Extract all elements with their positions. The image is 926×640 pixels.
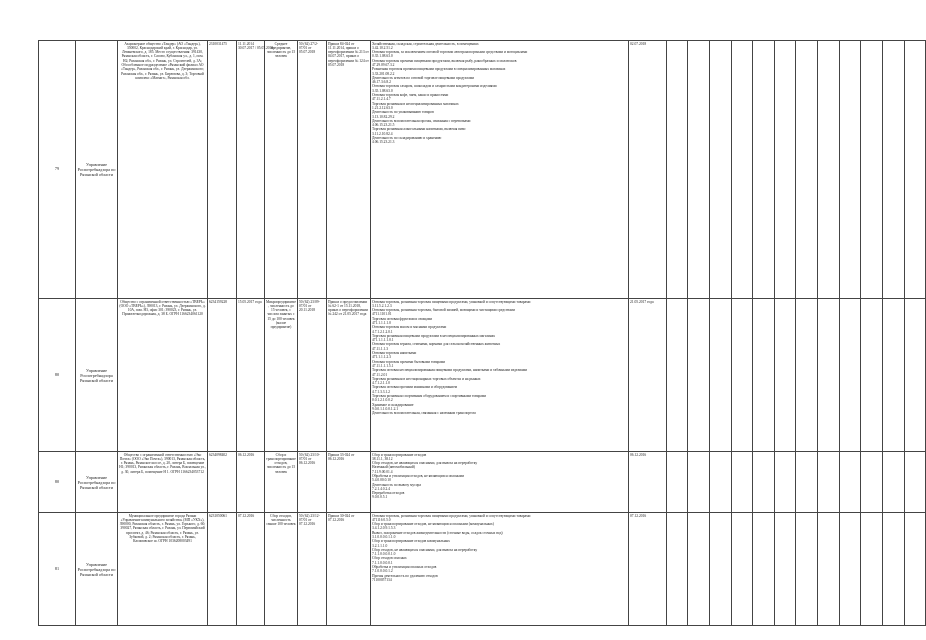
activity-line: Оптовая торговля мясом и мясными продуктами: [372, 325, 447, 330]
empty-cell: [840, 299, 861, 452]
owner-cell: Муниципальное предприятие города Рязани «Управление коммунального хозяйства» (МП «УКХ»), 390000, Рязанская область, г. Рязань, ул. Горького, д. 60; 390027, Рязанская область, г. Рязань, ул. Первомайский проспект, д. 46; Рязанская область, г. Рязань, ул. Зубковой, д. 2; Рязанская область, г. Рязань, Касимовское ш. ОГРН 1036208003491: [118, 513, 208, 626]
table-row: [39, 41, 926, 299]
activity-line: 47.11.2.1.4.7: [372, 97, 391, 102]
empty-cell: [732, 513, 753, 626]
activity-line: 471116 0.5.0: [372, 517, 391, 522]
empty-cell: [796, 513, 818, 626]
activity-line: Сбор отходов, не являющихся опасными, для вывоза на переработку: [372, 547, 478, 552]
activity-line: Оптовая торговля, розничная торговля пищевыми продуктами, упаковкой и сопутствующими товарами: [372, 299, 531, 304]
activities-cell: [371, 513, 629, 626]
decision-cell: Приказ 33-024 от 06.12.2016: [327, 452, 371, 513]
empty-cell: [861, 299, 883, 452]
activity-line: 4.7.1.3.3.1.2: [372, 389, 390, 394]
decision-cell: Приказ 84-024 от 11.11.2014, приказ о переоформлении № 213 от 04.07.2017, приказ о переоформлении № 124 от 05.07.2018: [327, 41, 371, 299]
activity-line: Торговля оптовая прочими машинами и оборудованием: [372, 385, 458, 390]
activity-line: 471.1.1.1.1.0: [372, 320, 391, 325]
activity-line: Деятельность по вывозу мусора: [372, 482, 421, 487]
note-cell: 07.12.2016: [629, 513, 667, 626]
owner-cell: Общество с ограниченной ответственностью «Эко Почта» (ООО «Эко Почта»), 390013, Рязанская область, г. Рязань, Рязанское шоссе, д. 20, литера Б, помещение Н1; 390013, Рязанская область, г. Рязань, Вокзальная ул., д. 30, литера Б, помещение Н 1. ОГРН 1166234053712: [118, 452, 208, 513]
activity-line: 9.0.0.1.1.0.0.1.2.1: [372, 406, 399, 411]
inn-cell: 6234159228: [208, 299, 237, 452]
activity-line: Деятельность вспомогательная прочая, связанная с перевозками: [372, 118, 471, 123]
activity-kind-cell: Микропредприятие, численность до 15 человек, с числом занятых с 15 до 100 человек (малое предприятие): [265, 299, 298, 452]
empty-cell: [667, 513, 688, 626]
activity-line: Прочая деятельность по удалению отходов: [372, 573, 438, 578]
empty-cell: [905, 299, 926, 452]
table-row: [39, 513, 926, 626]
empty-cell: [905, 41, 926, 299]
activity-line: Оптовая торговля, за исключением оптовой торговли автотранспортными средствами и мотоциклами: [372, 50, 528, 55]
empty-cell: [861, 41, 883, 299]
activity-line: Сбор и транспортирование отходов коммунальных: [372, 539, 450, 544]
authority-cell: [76, 41, 118, 299]
empty-cell: [775, 41, 796, 299]
empty-cell: [710, 513, 732, 626]
activity-kind-cell: Сбор отходов, численность свыше 100 человек: [265, 513, 298, 626]
registration-date-cell: [237, 452, 265, 513]
activity-line: 3.1.0.0.0.0.1.1.0: [372, 534, 396, 539]
document-cell: 50 (62) 23/12- 07/01 от 07.12.2016: [298, 513, 327, 626]
activity-line: 4.7.1.2.1.2.0.1: [372, 329, 393, 334]
registration-date: 06.12.2016: [238, 452, 255, 457]
empty-cell: [732, 41, 753, 299]
activity-line: Розничная торговля прочими пищевыми продуктами в специализированных магазинах: [372, 67, 506, 72]
activity-kind-cell: Среднее предприятие, численность до 15 человек: [265, 41, 298, 299]
activity-line: Деятельность по упаковыванию товаров: [372, 110, 434, 115]
activity-line: Торговля оптовая неспециализированная пищевыми продуктами, напитками и табачными изделиями: [372, 368, 528, 373]
activities-cell: [371, 299, 629, 452]
registration-date-cell: [237, 41, 274, 299]
activity-line: 47.11.1.1.1.5.1: [372, 363, 394, 368]
empty-cell: [840, 41, 861, 299]
table-row: [39, 452, 926, 513]
activity-line: 4.06.15.23.21.3: [372, 140, 395, 145]
document-cell: 50 (62) 27/2- 07/01 от 05.07.2018: [298, 41, 327, 299]
empty-cell: [753, 299, 775, 452]
activity-line: Торговля оптовая фруктами и овощами: [372, 316, 433, 321]
activity-line: 7.1.1.0.0.0.0.1: [372, 560, 393, 565]
activity-line: 3.2.1.1.1.0: [372, 543, 388, 548]
empty-cell: [688, 513, 710, 626]
activity-line: 3.11.5.2.1.2.3: [372, 303, 392, 308]
activity-line: 4.7.1.2.1.1.0: [372, 381, 390, 386]
empty-cell: [667, 41, 688, 299]
empty-cell: [710, 299, 732, 452]
empty-cell: [818, 513, 840, 626]
authority-cell: [76, 513, 118, 626]
activity-line: Наземный (автомобильный): [372, 465, 416, 470]
activity-line: Обработка и утилизация опасных отходов: [372, 565, 437, 570]
activity-line: 47.11.2.01: [372, 372, 388, 377]
activity-line: Вывоз, захоронение отходов жизнедеятельности (сточные воды, осадок сточных вод): [372, 530, 503, 535]
registration-date-extra: 30.07.2017 / 05.07.2018: [238, 45, 274, 50]
note-cell: 06.12.2016: [629, 452, 667, 513]
registration-date: 15.05.2017 года: [238, 299, 262, 304]
activity-line: 471.1.1.1.2.3: [372, 355, 391, 360]
activity-line: Оптовая торговля кофе, чаем, какао и пряностями: [372, 93, 449, 98]
activity-line: 7.1.0.0.0.0.1.2: [372, 569, 393, 574]
empty-cell: [796, 299, 818, 452]
authority-cell: [76, 452, 118, 513]
activity-line: Торговля розничная в нестационарных торговых объектах и на рынках: [372, 376, 481, 381]
empty-cell: [775, 452, 796, 513]
empty-cell: [905, 513, 926, 626]
row-number: 80: [39, 452, 76, 513]
note-cell: 21.05.2017 года: [629, 299, 667, 452]
activity-line: 3.11.2.10.82.4: [372, 131, 393, 136]
activity-line: Торговля розничная в неспециализированных магазинах: [372, 101, 459, 106]
decision-cell: Приказ 30-024 от 07.12.2016: [327, 513, 371, 626]
activity-line: Хранение и складирование: [372, 402, 414, 407]
owner-cell: Общество с ограниченной ответственностью «ТВЕРЬ» (ООО «ТВЕРЬ»), 390013, г. Рязань, ул. Дзержинского, д. 10А, пом. Н3, офис 301; 390023, г. Рязань, ул. Прижелезнодорожная, д. 38 Б. ОГРН 1166234061120: [118, 299, 208, 452]
activity-line: 471.1.1.1.1.0.1: [372, 338, 394, 343]
activity-line: Торговля розничная алкогольными напитками, включая пиво: [372, 127, 466, 132]
empty-cell: [667, 452, 688, 513]
empty-cell: [883, 452, 905, 513]
empty-cell: [883, 513, 905, 626]
activity-line: Переработка отходов: [372, 491, 405, 496]
empty-cell: [861, 452, 883, 513]
empty-cell: [818, 452, 840, 513]
empty-cell: [753, 513, 775, 626]
registration-date-cell: [237, 299, 265, 452]
registration-date-cell: [237, 513, 265, 626]
activity-line: Оптовая торговля прочими бытовыми товарами: [372, 359, 446, 364]
activity-line: Торговля розничная спортивным оборудованием и спортивными товарами: [372, 394, 487, 399]
document-cell: 50 (62) 23/09- 07/01 от 20.11.2018: [298, 299, 327, 452]
empty-cell: [775, 513, 796, 626]
empty-cell: [667, 299, 688, 452]
registry-table: [38, 40, 926, 626]
activity-line: Обработка и утилизация отходов, не являющихся опасными: [372, 473, 465, 478]
activities-cell: [371, 452, 629, 513]
empty-cell: [710, 41, 732, 299]
empty-cell: [818, 299, 840, 452]
activity-line: Оптовая торговля сахаром, шоколадом и сахаристыми кондитерскими изделиями: [372, 84, 497, 89]
activity-line: 46.17.3.6.8.2: [372, 80, 391, 85]
owner-cell: Акционерное общество «Тандер» (АО «Тандер»), 350002, Краснодарский край, г. Краснодар, ул. Леваневского, д. 185. Место осуществления: 391430, Рязанская область, г. Сасово, Кубанская ул., д. 1, пом. Н2; Рязанская обл., г. Рязань, ул. Строителей, д. 3А; Обособленное подразделение «Рязанский филиал АО «Тандер», Рязанская обл., г. Рязань, ул. Дзержинского; Рязанская обл., г. Рязань, ул. Бирюзова, д. 3; Торговый комплекс «Магнит», Рязанская обл.: [118, 41, 208, 299]
registration-date: 11.11.2014: [238, 41, 254, 46]
activity-line: Деятельность агентов по оптовой торговле пищевыми продуктами: [372, 75, 475, 80]
activity-line: Сбор отходов, не являющихся опасными, для вывоза на переработку: [372, 461, 478, 466]
activity-line: 1.21.2.12.63.0: [372, 105, 393, 110]
empty-cell: [753, 452, 775, 513]
empty-cell: [732, 452, 753, 513]
authority-name: Управление Роспотребнадзора по Рязанской области: [77, 561, 116, 577]
activity-line: 3.4.1.2.0.9.1.5.3: [372, 526, 396, 531]
activities-cell: [371, 41, 629, 299]
activity-line: 0.0.1.2.1.0.0.2: [372, 398, 393, 403]
activity-line: 0.35.1.08.63.0: [372, 54, 393, 59]
activity-line: Оптовая торговля прочими пищевыми продуктами, включая рыбу, ракообразных и моллюсков: [372, 58, 517, 63]
activity-line: 4.06.15.23.21.5: [372, 123, 395, 128]
empty-cell: [732, 299, 753, 452]
decision-cell: Приказ о предоставлении № 62-1 от 15.11.2018, приказ о переоформлении № 242 от 21.05.2017 года: [327, 299, 371, 452]
row-number: 79: [39, 41, 76, 299]
activity-line: Торговля розничная пищевыми продуктами в неспециализированных магазинах: [372, 333, 496, 338]
activity-kind-cell: Сбор и транспортирование отходов, численность до 15 человек: [265, 452, 298, 513]
empty-cell: [861, 513, 883, 626]
activity-line: Деятельность вспомогательная, связанная с наземным транспортом: [372, 411, 476, 416]
activity-line: 3.42.10.2.51.2: [372, 45, 393, 50]
activity-line: Оптовая торговля зерном, семенами, кормами для сельскохозяйственных животных: [372, 342, 501, 347]
activity-line: Сбор и транспортирование отходов: [372, 452, 427, 457]
table-row: [39, 299, 926, 452]
activity-line: Сбор отходов опасных: [372, 556, 407, 561]
empty-cell: [840, 513, 861, 626]
empty-cell: [753, 41, 775, 299]
activity-line: 3.33.201.08.2.2: [372, 71, 395, 76]
activity-line: Хозяйственная, складская, строительная деятельность, в помещениях: [372, 41, 479, 46]
activity-line: Оптовая торговля, розничная торговля, бытовой химией, моющими и чистящими средствами: [372, 308, 515, 313]
empty-cell: [796, 452, 818, 513]
activity-line: 3.13.10.82.29.2: [372, 114, 395, 119]
activity-line: 7.2.1.4.0.2.4: [372, 486, 390, 491]
empty-cell: [688, 452, 710, 513]
activity-line: Деятельность по складированию и хранению: [372, 136, 442, 141]
authority-name: Управление Роспотребнадзора по Рязанской области: [77, 474, 116, 490]
activity-line: 47.11.1.1.3: [372, 346, 389, 351]
empty-cell: [688, 299, 710, 452]
authority-name: Управление Роспотребнадзора Рязанской области: [80, 367, 113, 383]
empty-cell: [883, 41, 905, 299]
activity-line: 7.1.1.0.0.0.0.1.0: [372, 552, 396, 557]
activity-line: 7.11.9.00.01.4: [372, 469, 393, 474]
empty-cell: [818, 41, 840, 299]
empty-cell: [710, 452, 732, 513]
activity-line: 5.4.0.00.0.10: [372, 478, 391, 483]
document-cell: 50 (62) 23/10- 07/01 от 06.12.2016: [298, 452, 327, 513]
activity-line: 38.11.1, 38.12: [372, 456, 393, 461]
activity-line: 4711.1101.01: [372, 312, 392, 317]
activity-line: 71100057134: [372, 577, 392, 582]
activity-line: 3.35.1.08.63.0: [372, 88, 393, 93]
row-number: 81: [39, 513, 76, 626]
empty-cell: [883, 299, 905, 452]
activity-line: 9.0.0.0.5.1: [372, 495, 388, 500]
authority-cell: [76, 299, 118, 452]
note-cell: 02.07.2018: [629, 41, 667, 299]
empty-cell: [796, 41, 818, 299]
activity-line: Оптовая торговля, розничная торговля пищевыми продуктами, упаковкой и сопутствующими товарами: [372, 513, 531, 518]
inn-cell: 2310031475: [208, 41, 237, 299]
empty-cell: [840, 452, 861, 513]
row-number: 80: [39, 299, 76, 452]
activity-line: Оптовая торговля напитками: [372, 351, 417, 356]
registration-date: 07.12.2016: [238, 513, 255, 518]
inn-cell: 6231050061: [208, 513, 237, 626]
activity-line: Сбор и транспортирование отходов, не являющихся опасными (коммунальных): [372, 522, 494, 527]
activity-line: 47.29.09.67.3.2: [372, 62, 395, 67]
inn-cell: 6234098402: [208, 452, 237, 513]
empty-cell: [905, 452, 926, 513]
empty-cell: [688, 41, 710, 299]
empty-cell: [775, 299, 796, 452]
authority-name: Управление Роспотребнадзора по Рязанской области: [77, 162, 116, 177]
